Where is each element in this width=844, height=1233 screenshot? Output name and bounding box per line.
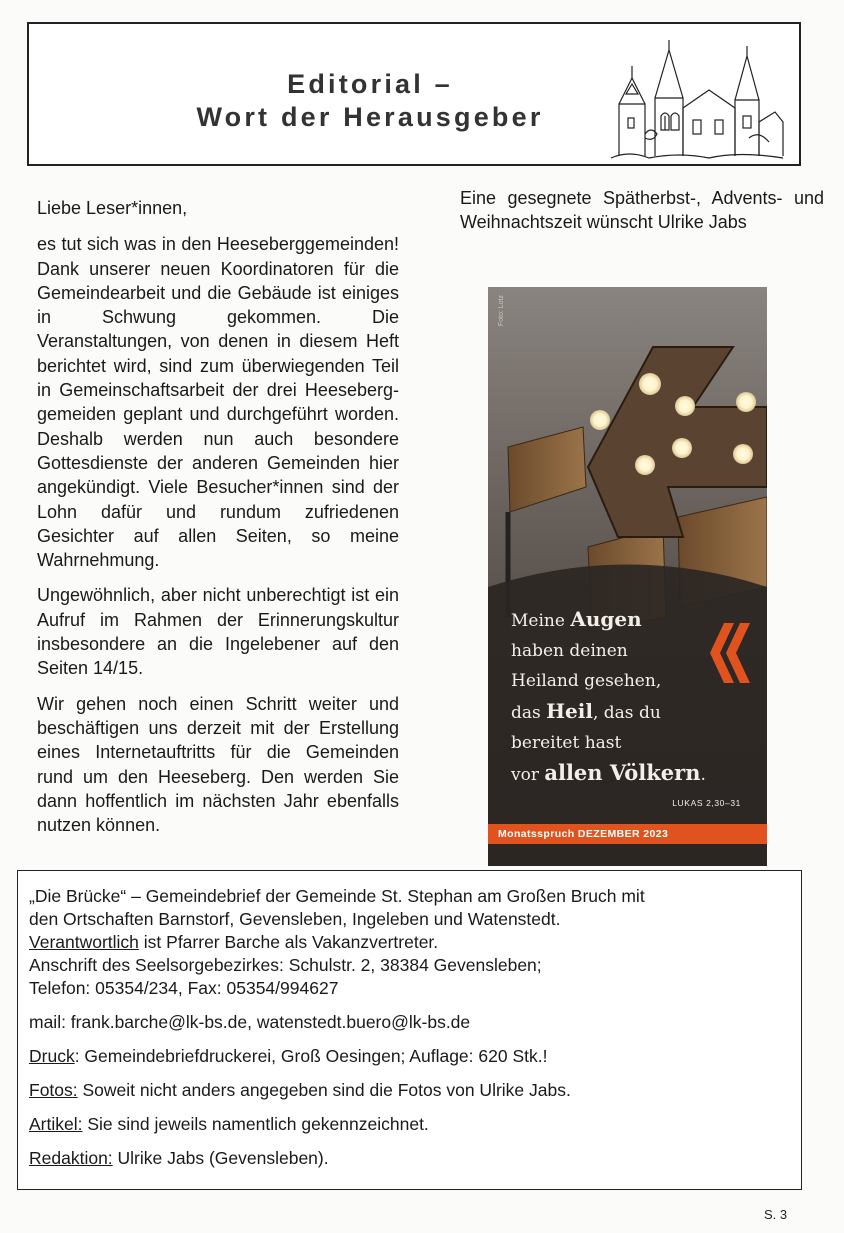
paragraph-2: Ungewöhnlich, aber nicht unberechtigt ist ein Aufruf im Rahmen der Erinnerungskultur insbesondere an die Ingelebener auf den Seiten 14/15. [37, 585, 399, 679]
verse-line-6b: allen Völkern [544, 760, 701, 785]
paragraph-1: es tut sich was in den Heeseberggemeinden! Dank unserer neuen Koordinatoren für die Gemeindearbeit und die Gebäude ist einiges in Schwung gekommen. Die Veranstaltungen, von denen in diesem Heft berichtet wird, sind zum überwiegenden Teil in Gemeinschaftsarbeit der drei Heeseberggemeiden geplant und durchgeführt worden. Deshalb werden nun auch besondere Gottesdienste der anderen Gemeinden hier angekündigt. Viele Besucher*innen sind der Lohn dafür und rundum zufriedenen Gesichter auf allen Seiten, so meine Wahrnehmung. [37, 234, 399, 571]
bible-reference: LUKAS 2,30–31 [672, 798, 741, 808]
imprint-responsible [29, 931, 801, 954]
articles-text: Sie sind jeweils namentlich gekennzeichnet. [82, 1114, 429, 1134]
imprint-print [29, 1045, 801, 1068]
title-line-2: Wort der Herausgeber [196, 102, 544, 132]
imprint-box [17, 870, 802, 1190]
verse-line-5: bereitet hast [511, 733, 622, 753]
imprint-phone: Telefon: 05354/234, Fax: 05354/994627 [29, 978, 339, 998]
verse-line-4c: , das du [592, 703, 661, 723]
verse-line-3: Heiland gesehen, [511, 671, 662, 691]
editorial-header-box [27, 22, 801, 166]
paragraph-3: Wir gehen noch einen Schritt weiter und beschäftigen uns derzeit mit der Erstellung eines Internetauftritts für die Gemeinden rund um den Heeseberg. Den werden Sie dann hoffentlich im nächsten Jahr ebenfalls nutzen können. [37, 693, 399, 836]
verse-line-1a: Meine [511, 611, 571, 631]
imprint-mail: mail: frank.barche@lk-bs.de, watenstedt.buero@lk-bs.de [29, 1012, 471, 1032]
print-text: : Gemeindebriefdruckerei, Groß Oesingen; Auflage: 620 Stk.! [74, 1046, 548, 1066]
verse-line-2: haben deinen [511, 641, 628, 661]
verse-line-6c: . [700, 765, 706, 785]
monthly-verse-label: Monatsspruch DEZEMBER 2023 [488, 824, 767, 844]
verse-line-4b: Heil [546, 699, 593, 723]
monthly-verse-poster [488, 287, 767, 866]
imprint-address: Anschrift des Seelsorgebezirkes: Schulstr. 2, 38384 Gevensleben; [29, 955, 542, 975]
closing-greeting: Eine gesegnete Spätherbst-, Advents- und Weihnachtszeit wünscht Ulrike Jabs [460, 188, 824, 233]
greeting: Liebe Leser*innen, [37, 198, 188, 218]
imprint-articles [29, 1113, 801, 1136]
church-sketch-icon [609, 38, 785, 162]
editorial-left-column [37, 196, 399, 848]
editorial-right-column [460, 186, 824, 235]
verse-text [511, 604, 721, 790]
photo-credit: Foto: Lotz [498, 295, 505, 327]
imprint-line-1: „Die Brücke“ – Gemeindebrief der Gemeinde St. Stephan am Großen Bruch mit [29, 886, 645, 906]
verse-line-6a: vor [511, 765, 545, 785]
title-line-1: Editorial – [287, 69, 453, 99]
photos-text: Soweit nicht anders angegeben sind die Fotos von Ulrike Jabs. [77, 1080, 571, 1100]
editor-label: Redaktion: [29, 1148, 113, 1168]
photos-label: Fotos: [29, 1080, 78, 1100]
verse-line-4a: das [511, 703, 547, 723]
editor-text: Ulrike Jabs (Gevensleben). [112, 1148, 329, 1168]
responsible-text: ist Pfarrer Barche als Vakanzvertreter. [138, 932, 439, 952]
print-label: Druck [29, 1046, 75, 1066]
imprint-line-2: den Ortschaften Barnstorf, Gevensleben, Ingeleben und Watenstedt. [29, 909, 561, 929]
articles-label: Artikel: [29, 1114, 83, 1134]
page-number: S. 3 [764, 1207, 788, 1222]
imprint-editor [29, 1147, 801, 1170]
responsible-label: Verantwortlich [29, 932, 139, 952]
imprint-photos [29, 1079, 801, 1102]
page-title [125, 68, 615, 134]
verse-line-1b: Augen [570, 607, 642, 631]
